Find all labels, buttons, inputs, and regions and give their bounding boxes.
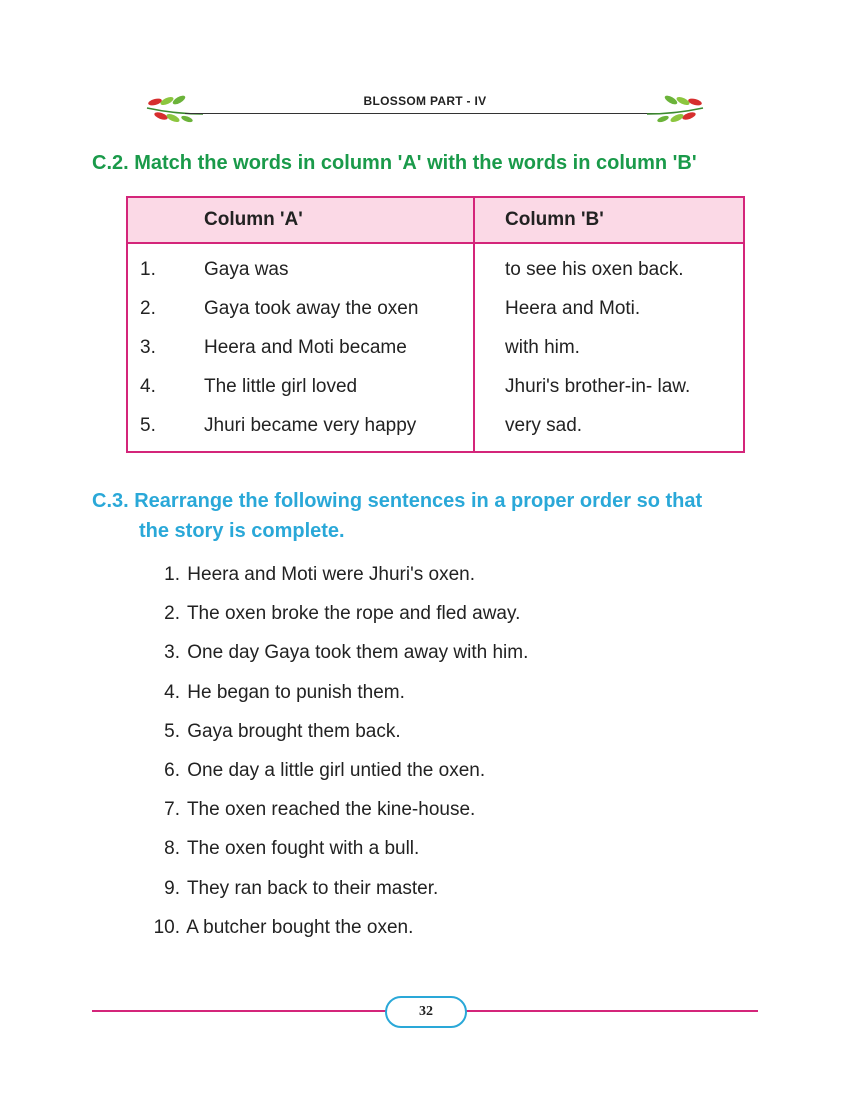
list-item [140, 874, 528, 913]
row-number: 1. [140, 258, 156, 280]
table-header-blank [127, 197, 204, 243]
item-number: 3. [164, 642, 180, 664]
list-item [140, 834, 528, 873]
list-item [140, 913, 528, 952]
item-text: One day a little girl untied the oxen. [187, 759, 486, 781]
column-b-cell: to see his oxen back. [505, 258, 684, 280]
match-table [126, 196, 745, 453]
table-header-row [127, 197, 744, 243]
item-text: The oxen reached the kine-house. [186, 799, 476, 821]
table-row [127, 243, 744, 289]
section-c2-heading: C.2. Match the words in column 'A' with the words in column 'B' [92, 152, 697, 174]
item-number: 2. [164, 603, 180, 625]
section-c3-heading [92, 486, 702, 546]
item-text: Heera and Moti were Jhuri's oxen. [187, 564, 475, 585]
item-text: They ran back to their master. [186, 877, 439, 899]
item-number: 6. [164, 759, 180, 781]
leaf-branch-icon [645, 92, 705, 124]
list-item [140, 560, 528, 599]
item-number: 4. [164, 681, 180, 703]
item-number: 7. [164, 799, 180, 821]
table-row [127, 289, 744, 328]
section-c3-heading-line1: C.3. Rearrange the following sentences in a proper order so that [92, 490, 703, 512]
list-item [140, 717, 528, 756]
column-a-cell: Gaya took away the oxen [204, 289, 474, 328]
item-text: One day Gaya took them away with him. [187, 642, 529, 664]
row-number: 4. [140, 375, 156, 397]
book-title: BLOSSOM PART - IV [363, 94, 487, 108]
item-text: The oxen fought with a bull. [186, 838, 420, 860]
column-b-cell: with him. [505, 336, 580, 358]
item-text: He began to punish them. [187, 681, 405, 703]
column-a-cell: The little girl loved [204, 367, 474, 406]
column-a-cell: Gaya was [204, 243, 474, 289]
list-item [140, 756, 528, 795]
list-item [140, 599, 528, 638]
column-b-cell: Jhuri's brother-in- law. [505, 375, 691, 397]
list-item [140, 638, 528, 677]
table-row [127, 406, 744, 452]
list-item [140, 795, 528, 834]
item-text: The oxen broke the rope and fled away. [186, 603, 521, 625]
item-number: 8. [164, 838, 180, 860]
item-number: 5. [164, 720, 180, 742]
page-header [145, 92, 705, 122]
section-c3-heading-line2: the story is complete. [139, 520, 345, 542]
sentence-list [140, 560, 528, 952]
column-a-cell: Heera and Moti became [204, 328, 474, 367]
column-b-cell: very sad. [505, 414, 583, 436]
column-b-cell: Heera and Moti. [505, 297, 641, 319]
page-number: 32 [385, 996, 467, 1028]
table-row [127, 367, 744, 406]
list-item [140, 678, 528, 717]
column-a-cell: Jhuri became very happy [204, 406, 474, 452]
header-rule [185, 113, 665, 114]
item-text: Gaya brought them back. [187, 720, 401, 742]
item-text: A butcher bought the oxen. [186, 916, 414, 938]
row-number: 5. [140, 414, 156, 436]
table-row [127, 328, 744, 367]
column-a-header: Column 'A' [204, 197, 474, 243]
row-number: 2. [140, 297, 156, 319]
item-number: 1. [164, 564, 180, 585]
column-b-header: Column 'B' [474, 197, 744, 243]
item-number: 9. [164, 877, 180, 899]
row-number: 3. [140, 336, 156, 358]
item-number: 10. [153, 916, 180, 938]
